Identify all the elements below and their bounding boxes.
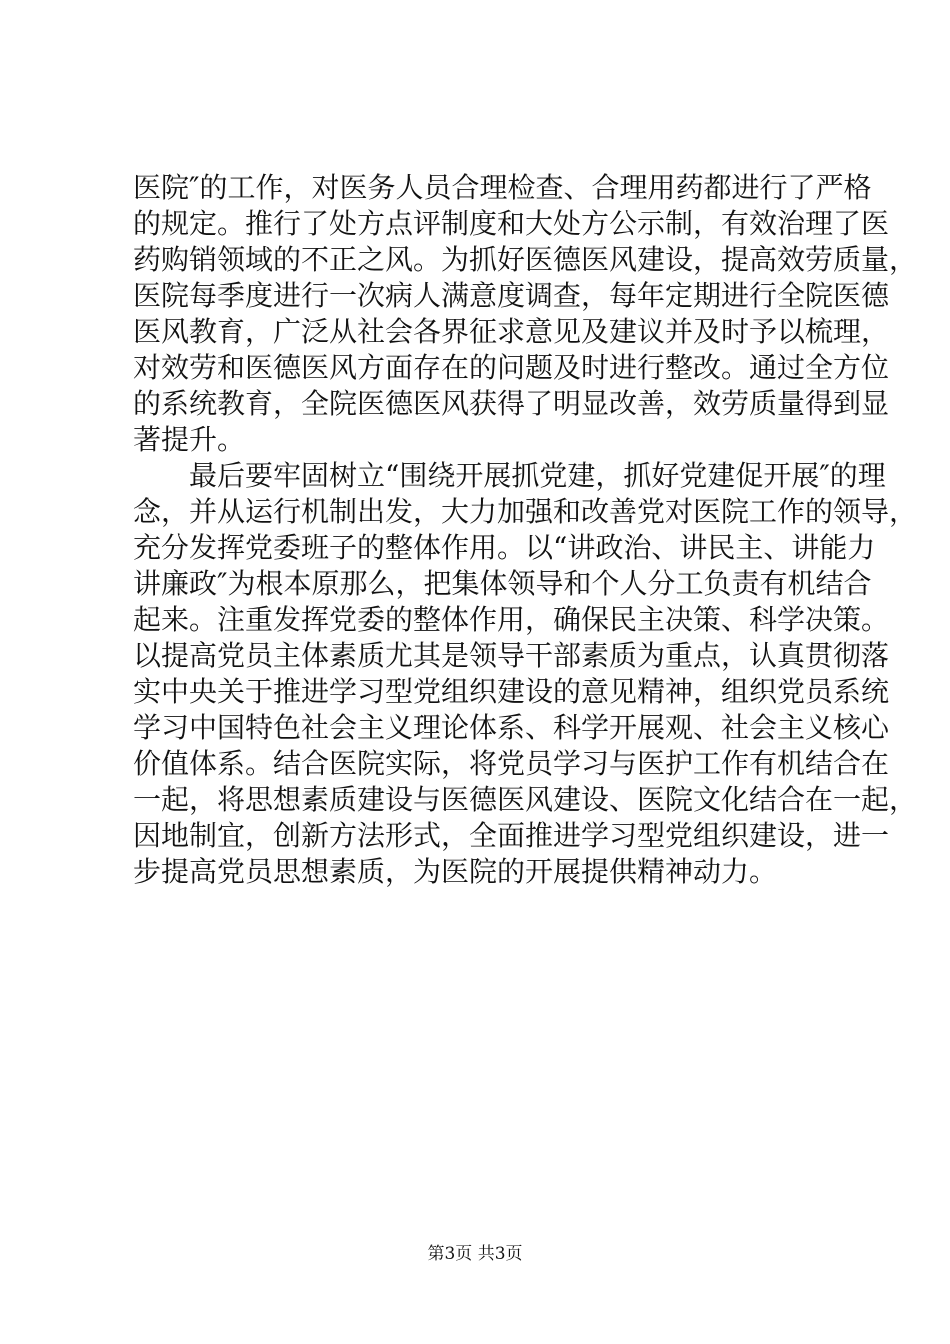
- text-line: 步提高党员思想素质，为医院的开展提供精神动力。: [133, 855, 778, 888]
- text-line: 著提升。: [133, 423, 246, 456]
- text-line: 对效劳和医德医风方面存在的问题及时进行整改。通过全方位: [133, 351, 890, 384]
- text-line: 以提高党员主体素质尤其是领导干部素质为重点，认真贯彻落: [133, 639, 890, 672]
- text-line: 讲廉政″为根本原那么，把集体领导和个人分工负责有机结合: [133, 567, 872, 600]
- text-line: 念，并从运行机制出发，大力加强和改善党对医院工作的领导，: [133, 495, 918, 528]
- page-footer: 第3页 共3页: [427, 1244, 523, 1264]
- text-line: 药购销领域的不正之风。为抓好医德医风建设，提高效劳质量，: [133, 243, 918, 276]
- text-line: 实中央关于推进学习型党组织建设的意见精神，组织党员系统: [133, 675, 890, 708]
- text-line: 起来。注重发挥党委的整体作用，确保民主决策、科学决策。: [133, 603, 890, 636]
- text-line: 的系统教育，全院医德医风获得了明显改善，效劳质量得到显: [133, 387, 890, 420]
- text-line: 最后要牢固树立“围绕开展抓党建，抓好党建促开展″的理: [133, 459, 886, 492]
- text-line: 医院″的工作，对医务人员合理检查、合理用药都进行了严格: [133, 171, 872, 204]
- text-line: 价值体系。结合医院实际，将党员学习与医护工作有机结合在: [133, 747, 890, 780]
- text-line: 学习中国特色社会主义理论体系、科学开展观、社会主义核心: [133, 711, 890, 744]
- text-line: 的规定。推行了处方点评制度和大处方公示制，有效治理了医: [133, 207, 890, 240]
- body-text: [133, 170, 918, 890]
- text-line: 医风教育，广泛从社会各界征求意见及建议并及时予以梳理，: [133, 315, 890, 348]
- text-line: 因地制宜，创新方法形式，全面推进学习型党组织建设，进一: [133, 819, 890, 852]
- text-line: 充分发挥党委班子的整体作用。以“讲政治、讲民主、讲能力: [133, 531, 876, 564]
- text-line: 一起，将思想素质建设与医德医风建设、医院文化结合在一起，: [133, 783, 918, 816]
- text-line: 医院每季度进行一次病人满意度调查，每年定期进行全院医德: [133, 279, 890, 312]
